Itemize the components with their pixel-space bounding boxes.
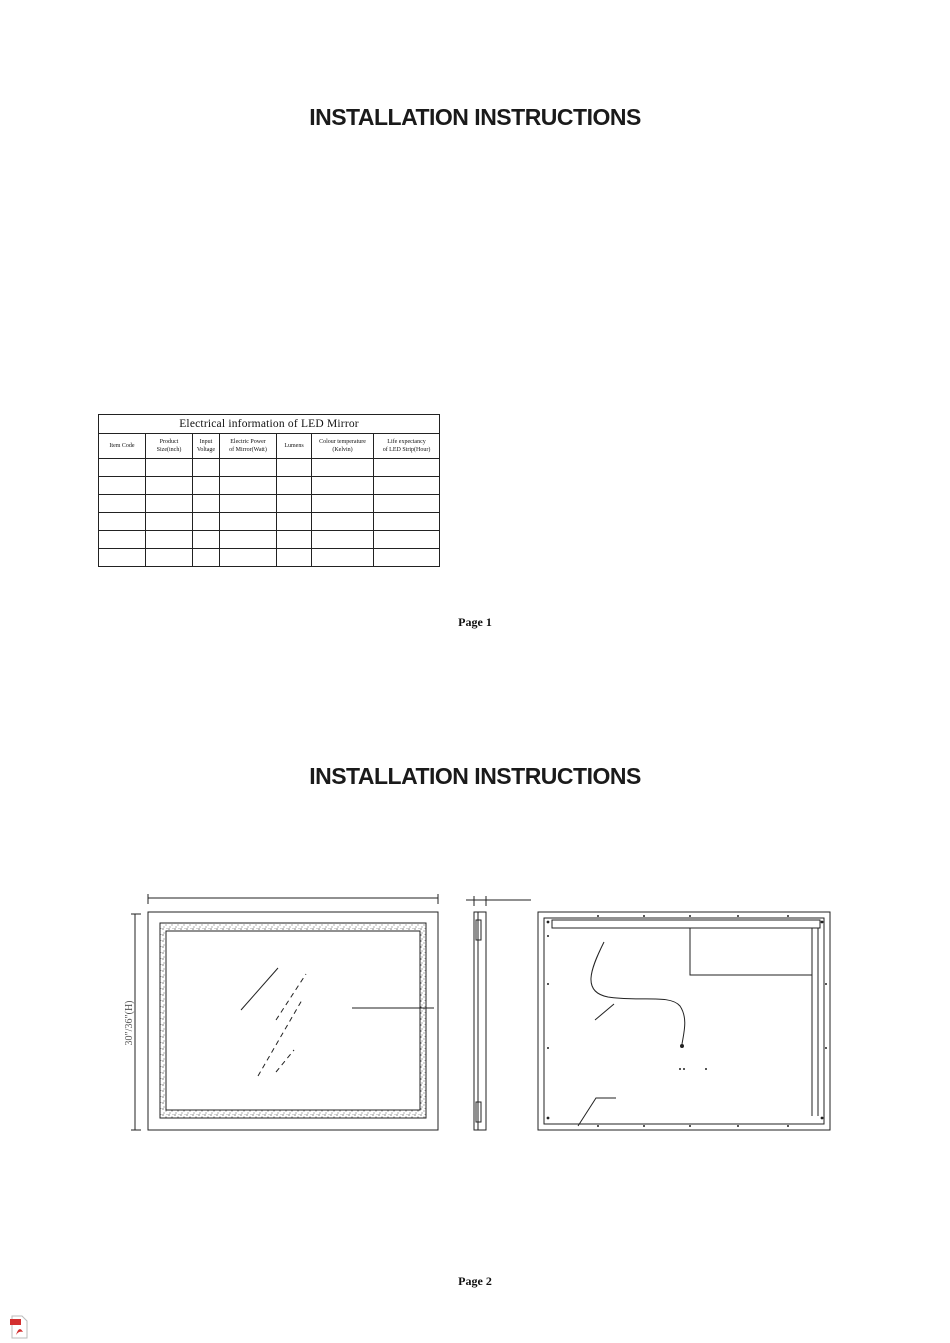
front-view: [131, 894, 438, 1130]
column-header-input-voltage: Input Voltage: [193, 434, 220, 459]
table-cell: [277, 459, 312, 477]
column-header-item-code: Item Code: [99, 434, 146, 459]
table-cell: [146, 513, 193, 531]
table-cell: [220, 513, 277, 531]
table-row: [99, 549, 440, 567]
table-cell: [277, 477, 312, 495]
table-cell: [277, 513, 312, 531]
table-caption: Electrical information of LED Mirror: [99, 415, 440, 434]
table-cell: [374, 459, 440, 477]
table-cell: [312, 549, 374, 567]
table-cell: [99, 513, 146, 531]
table-cell: [220, 477, 277, 495]
column-header-electric-power: Electric Power of Mirror(Watt): [220, 434, 277, 459]
table-cell: [277, 495, 312, 513]
pdf-file-icon: [10, 1315, 28, 1339]
table-cell: [374, 531, 440, 549]
column-header-life-expectancy: Life expectancy of LED Strip(Hour): [374, 434, 440, 459]
table-cell: [312, 477, 374, 495]
table-cell: [374, 477, 440, 495]
table-cell: [193, 549, 220, 567]
table-cell: [220, 549, 277, 567]
table-cell: [220, 495, 277, 513]
table-row: [99, 513, 440, 531]
column-header-lumens: Lumens: [277, 434, 312, 459]
table-cell: [312, 459, 374, 477]
table-row: [99, 495, 440, 513]
page-1-label: Page 1: [458, 615, 492, 629]
table-cell: [99, 549, 146, 567]
table-cell: [193, 459, 220, 477]
table-cell: [146, 531, 193, 549]
table-cell: [146, 459, 193, 477]
table-cell: [374, 549, 440, 567]
table-cell: [277, 549, 312, 567]
mirror-technical-drawing: [0, 880, 950, 1150]
table-cell: [312, 531, 374, 549]
column-header-colour-temperature: Colour temperature (Kelvin): [312, 434, 374, 459]
page-1-title: INSTALLATION INSTRUCTIONS: [309, 104, 641, 130]
table-cell: [193, 531, 220, 549]
table-cell: [312, 495, 374, 513]
table-row: [99, 477, 440, 495]
table-cell: [312, 513, 374, 531]
table-cell: [220, 459, 277, 477]
table-cell: [146, 549, 193, 567]
back-view: [538, 912, 830, 1130]
page-2-label: Page 2: [458, 1274, 492, 1288]
table-cell: [193, 477, 220, 495]
table-cell: [146, 477, 193, 495]
table-cell: [374, 495, 440, 513]
table-cell: [99, 459, 146, 477]
table-cell: [99, 477, 146, 495]
table-cell: [193, 513, 220, 531]
side-view: [466, 896, 531, 1130]
page-2-title: INSTALLATION INSTRUCTIONS: [309, 763, 641, 789]
table-cell: [99, 531, 146, 549]
table-cell: [277, 531, 312, 549]
table-cell: [99, 495, 146, 513]
table-row: [99, 531, 440, 549]
table-cell: [220, 531, 277, 549]
table-cell: [146, 495, 193, 513]
column-header-product-size: Product Size(inch): [146, 434, 193, 459]
table-cell: [193, 495, 220, 513]
height-dimension-label: 30″/36″(H): [124, 1000, 135, 1046]
electrical-info-table: [98, 414, 440, 567]
table-row: [99, 459, 440, 477]
table-cell: [374, 513, 440, 531]
